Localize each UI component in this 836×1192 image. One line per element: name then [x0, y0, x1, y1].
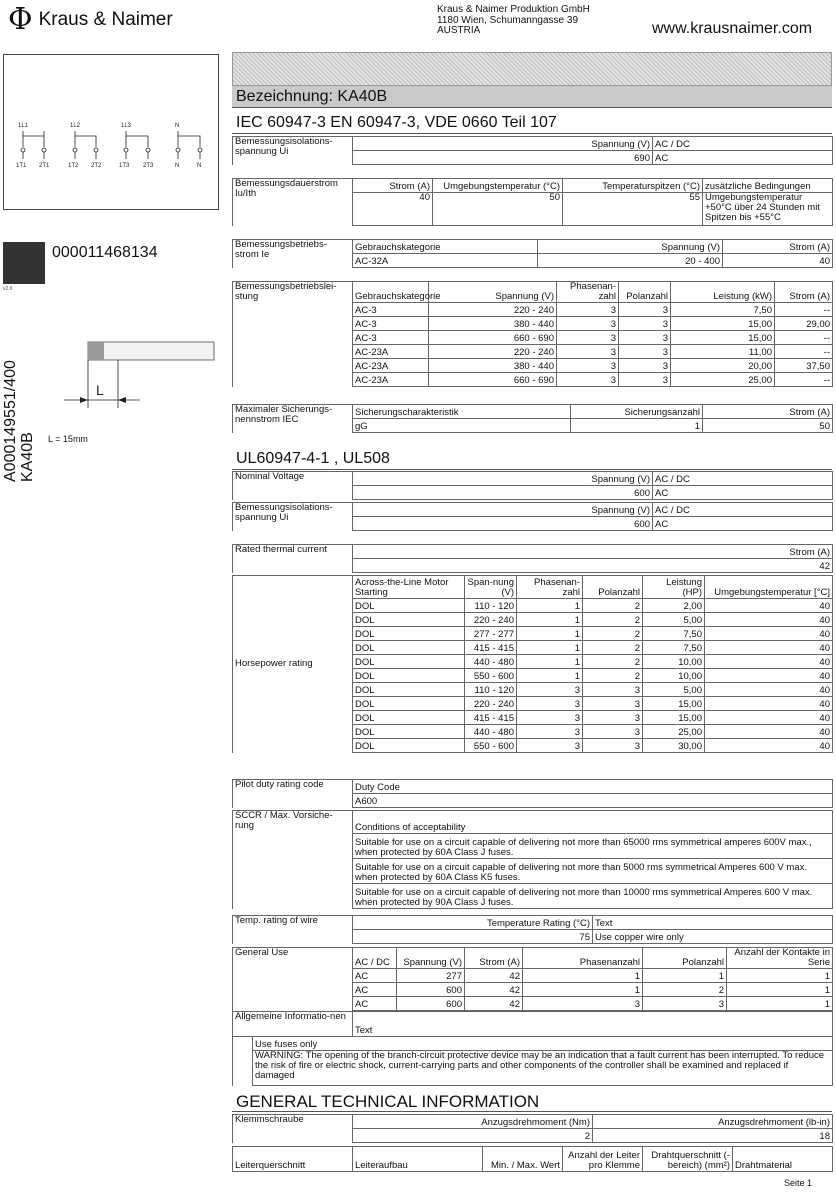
- cell-value: 40: [705, 683, 833, 697]
- cell-value: 1: [727, 997, 833, 1011]
- cell-value: 660 - 690: [429, 373, 557, 387]
- cell-value: 415 - 415: [465, 711, 517, 725]
- cell-value: 2: [583, 655, 643, 669]
- cell-value: DOL: [353, 711, 465, 725]
- column-header: Strom (A): [465, 948, 523, 969]
- wire-temp-table: [232, 915, 833, 944]
- column-header: Anzugsdrehmoment (lb-in): [593, 1115, 833, 1129]
- cell-value: 7,50: [643, 641, 705, 655]
- row-label: Rated thermal current: [233, 545, 353, 573]
- terminal-label: 2T3: [143, 163, 154, 169]
- row-label: Allgemeine Informatio-nen: [233, 1012, 353, 1037]
- website-link[interactable]: www.krausnaimer.com: [652, 20, 813, 37]
- cell-value: 50: [703, 419, 833, 433]
- row-label: Pilot duty rating code: [233, 780, 353, 808]
- column-header: Spannung (V): [538, 240, 723, 254]
- cell-value: 600: [397, 997, 465, 1011]
- cell-value: AC: [653, 517, 833, 531]
- cell-value: 2: [353, 1129, 593, 1143]
- cell-value: --: [775, 331, 833, 345]
- cell-value: 1: [643, 969, 727, 983]
- cell-value: 2: [583, 627, 643, 641]
- ith-table: [232, 178, 833, 226]
- cell-value: 55: [563, 193, 703, 226]
- cell-value: AC: [353, 969, 397, 983]
- cell-value: 3: [619, 373, 671, 387]
- vertical-product-code: [2, 360, 36, 482]
- cell-value: 20 - 400: [538, 254, 723, 268]
- cell-value: DOL: [353, 613, 465, 627]
- row-label: Klemmschraube: [233, 1115, 353, 1143]
- row-label: Temp. rating of wire: [233, 916, 353, 944]
- cell-value: 11,00: [671, 345, 775, 359]
- cell-value: DOL: [353, 627, 465, 641]
- sccr-table: [232, 810, 833, 909]
- clamp-screw-table: [232, 1114, 833, 1143]
- cell-value: 1: [727, 969, 833, 983]
- address-line: AUSTRIA: [437, 25, 481, 36]
- column-header: Across-the-Line Motor Starting: [353, 576, 465, 599]
- cell-value: 3: [619, 317, 671, 331]
- cell-value: DOL: [353, 599, 465, 613]
- cell-value: 20,00: [671, 359, 775, 373]
- cell-value: 15,00: [671, 317, 775, 331]
- standard-iec-title: IEC 60947-3 EN 60947-3, VDE 0660 Teil 107: [232, 112, 832, 134]
- column-header: Leiteraufbau: [353, 1147, 483, 1172]
- cell-value: 1: [517, 641, 583, 655]
- page-number: Seite 1: [784, 1178, 813, 1188]
- column-header: Anzahl der Leiter pro Klemme: [563, 1147, 643, 1172]
- cell-value: 42: [353, 559, 833, 573]
- cell-value: 277: [397, 969, 465, 983]
- cell-value: DOL: [353, 725, 465, 739]
- cell-value: 3: [619, 345, 671, 359]
- column-header: Leistung (kW): [671, 282, 775, 303]
- column-header: Spannung (V): [353, 137, 653, 151]
- cell-value: 40: [705, 655, 833, 669]
- row-label: Bemessungsisolations-spannung Ui: [233, 503, 353, 531]
- cell-value: 3: [557, 345, 619, 359]
- dimension-note: L = 15mm: [48, 434, 88, 444]
- column-header: zusätzliche Bedingungen: [703, 179, 833, 193]
- nominal-voltage-table: [232, 471, 833, 500]
- cell-value: 3: [619, 331, 671, 345]
- cell-value: 550 - 600: [465, 669, 517, 683]
- column-header: Polanzahl: [583, 576, 643, 599]
- cell-value: 18: [593, 1129, 833, 1143]
- cell-value: AC-23A: [353, 373, 429, 387]
- cell-value: 440 - 480: [465, 725, 517, 739]
- cell-value: 2: [583, 641, 643, 655]
- thermal-current-table: [232, 544, 833, 573]
- terminal-label: N: [175, 123, 180, 129]
- cell-value: 40: [705, 711, 833, 725]
- cell-value: --: [775, 303, 833, 317]
- cell-value: DOL: [353, 669, 465, 683]
- cell-value: Umgebungstemperatur +50°C über 24 Stunden mit Spitzen bis +55°C: [703, 193, 833, 226]
- terminal-label: 2T1: [39, 163, 50, 169]
- cell-value: 1: [523, 983, 643, 997]
- cell-value: 600: [353, 517, 653, 531]
- ul-ui-table: [232, 502, 833, 531]
- cell-value: 550 - 600: [465, 739, 517, 753]
- row-label: Nominal Voltage: [233, 472, 353, 500]
- column-header: Umgebungstemperatur [°C]: [705, 576, 833, 599]
- ui-table: [232, 136, 833, 165]
- cell-value: 2: [583, 599, 643, 613]
- column-header: Leistung (HP): [643, 576, 705, 599]
- standard-ul-title: UL60947-4-1 , UL508: [232, 448, 832, 470]
- cell-value: 37,50: [775, 359, 833, 373]
- cell-value: 3: [517, 739, 583, 753]
- cell-value: 220 - 240: [465, 697, 517, 711]
- row-label: Bemessungsdauerstrom Iu/Ith: [233, 179, 353, 226]
- column-header: Drahtmaterial: [733, 1147, 833, 1172]
- terminal-label: 1L3: [121, 123, 132, 129]
- cell-value: 3: [583, 725, 643, 739]
- column-header: Umgebungstemperatur (°C): [433, 179, 563, 193]
- cell-value: DOL: [353, 683, 465, 697]
- product-image: [3, 242, 45, 284]
- column-header: Text: [593, 916, 833, 930]
- cell-value: 42: [465, 969, 523, 983]
- column-header: Min. / Max. Wert: [483, 1147, 563, 1172]
- cell-value: 690: [353, 151, 653, 165]
- cell-value: 1: [517, 655, 583, 669]
- column-header: AC / DC: [653, 472, 833, 486]
- column-header: Phasenan-zahl: [517, 576, 583, 599]
- row-label: SCCR / Max. Vorsiche-rung: [233, 811, 353, 909]
- cell-value: 3: [619, 303, 671, 317]
- cell-value: 1: [517, 627, 583, 641]
- terminal-label: N: [197, 163, 202, 169]
- cell-value: DOL: [353, 739, 465, 753]
- pilot-duty-table: [232, 779, 833, 808]
- power-table: [232, 281, 833, 387]
- column-header: AC / DC: [353, 948, 397, 969]
- address-line: 1180 Wien, Schumanngasse 39: [437, 14, 579, 26]
- cell-value: AC: [653, 486, 833, 500]
- fuse-table: [232, 404, 833, 433]
- cell-value: 42: [465, 997, 523, 1011]
- cell-value: 10,00: [643, 655, 705, 669]
- cell-value: AC-3: [353, 317, 429, 331]
- cell-value: A600: [353, 794, 833, 808]
- cell-value: AC-23A: [353, 345, 429, 359]
- cell-value: 600: [397, 983, 465, 997]
- row-label: Bemessungsbetriebslei-stung: [233, 282, 353, 387]
- cell-value: 15,00: [643, 711, 705, 725]
- cell-value: 440 - 480: [465, 655, 517, 669]
- cell-value: 15,00: [643, 697, 705, 711]
- cell-value: 7,50: [671, 303, 775, 317]
- cell-value: 5,00: [643, 613, 705, 627]
- column-header: Gebrauchskategorie: [353, 282, 429, 303]
- cell-value: DOL: [353, 641, 465, 655]
- cell-value: 1: [517, 599, 583, 613]
- column-header: Leiterquerschnitt: [233, 1147, 353, 1172]
- cell-value: 220 - 240: [429, 303, 557, 317]
- terminal-label: 1L2: [70, 123, 81, 129]
- cell-value: 1: [523, 969, 643, 983]
- cell-value: 7,50: [643, 627, 705, 641]
- terminal-label: 2T2: [91, 163, 102, 169]
- cell-value: Suitable for use on a circuit capable of delivering not more than 65000 rms symmetrical amperes 600V max., when protected by 60A Class J fuses.: [353, 834, 833, 859]
- cell-value: 3: [557, 359, 619, 373]
- cell-value: 3: [583, 697, 643, 711]
- column-header: Anzahl der Kontakte in Serie: [727, 948, 833, 969]
- cell-value: 30,00: [643, 739, 705, 753]
- cell-value: DOL: [353, 697, 465, 711]
- cell-value: 3: [619, 359, 671, 373]
- cell-value: --: [775, 345, 833, 359]
- column-header: Spannung (V): [353, 503, 653, 517]
- column-header: AC / DC: [653, 503, 833, 517]
- company-address: [437, 5, 590, 37]
- cell-value: 3: [517, 683, 583, 697]
- column-header: Strom (A): [703, 405, 833, 419]
- column-header: Strom (A): [353, 545, 833, 559]
- cell-value: 40: [705, 669, 833, 683]
- cell-value: AC-3: [353, 331, 429, 345]
- column-header: Polanzahl: [619, 282, 671, 303]
- address-line: Kraus & Naimer Produktion GmbH: [437, 4, 590, 15]
- column-header: Phasenan-zahl: [557, 282, 619, 303]
- company-logo: [8, 2, 173, 37]
- cell-value: 3: [583, 739, 643, 753]
- cell-value: 110 - 120: [465, 599, 517, 613]
- general-info-table: [232, 1011, 833, 1086]
- general-use-table: [232, 947, 833, 1011]
- cell-value: 40: [705, 739, 833, 753]
- cell-value: AC: [353, 983, 397, 997]
- column-header: Phasenanzahl: [523, 948, 643, 969]
- column-header: Temperature Rating (°C): [353, 916, 593, 930]
- column-header: Polanzahl: [643, 948, 727, 969]
- cell-value: 3: [557, 303, 619, 317]
- cell-value: 220 - 240: [465, 613, 517, 627]
- cell-value: 1: [571, 419, 703, 433]
- shaft-dimension-drawing-icon: [40, 338, 220, 410]
- cell-value: 3: [583, 711, 643, 725]
- column-header: Strom (A): [775, 282, 833, 303]
- cell-value: 10,00: [643, 669, 705, 683]
- designation-title: Bezeichnung: KA40B: [232, 86, 832, 108]
- column-header: Anzugsdrehmoment (Nm): [353, 1115, 593, 1129]
- cell-value: 415 - 415: [465, 641, 517, 655]
- column-header: Duty Code: [353, 780, 833, 794]
- cell-value: 3: [557, 331, 619, 345]
- column-header: Text: [353, 1012, 833, 1037]
- row-label: Maximaler Sicherungs-nennstrom IEC: [233, 405, 353, 433]
- cell-value: 25,00: [643, 725, 705, 739]
- cell-value: 40: [705, 697, 833, 711]
- row-label: Bemessungsbetriebs-strom Ie: [233, 240, 353, 268]
- cell-value: 40: [723, 254, 833, 268]
- cell-value: AC-3: [353, 303, 429, 317]
- vertical-type-code: KA40B: [19, 432, 36, 482]
- column-header: AC / DC: [653, 137, 833, 151]
- cell-value: Use copper wire only: [593, 930, 833, 944]
- cell-value: 5,00: [643, 683, 705, 697]
- cell-value: 110 - 120: [465, 683, 517, 697]
- dimension-label: L: [96, 382, 104, 398]
- ie-table: [232, 239, 833, 268]
- row-label: General Use: [233, 948, 353, 1011]
- cell-value: gG: [353, 419, 571, 433]
- cell-value: 2: [583, 613, 643, 627]
- terminal-label: 1T3: [119, 163, 130, 169]
- cell-value: 40: [353, 193, 433, 226]
- cell-value: 3: [517, 697, 583, 711]
- cell-value: 29,00: [775, 317, 833, 331]
- cell-value: 3: [523, 997, 643, 1011]
- cell-value: AC-23A: [353, 359, 429, 373]
- terminal-label: 1L1: [18, 123, 29, 129]
- cell-value: 3: [517, 725, 583, 739]
- cell-value: 1: [727, 983, 833, 997]
- cell-value: --: [775, 373, 833, 387]
- column-header: Span-nung (V): [465, 576, 517, 599]
- header-hatch-band: [232, 52, 832, 86]
- horsepower-table: [232, 575, 833, 753]
- cell-value: Suitable for use on a circuit capable of delivering not more than 5000 rms symmetrical Amperes 600 V max. when protected by 60A Class K5 fuses.: [353, 859, 833, 884]
- cell-value: Suitable for use on a circuit capable of delivering not more than 10000 rms symmetrical Amperes 600 V max. when protected by 90A Class J fuses.: [353, 884, 833, 909]
- cell-value: 660 - 690: [429, 331, 557, 345]
- image-version-tag: v2.6: [3, 286, 13, 292]
- cell-value: 3: [557, 373, 619, 387]
- cell-value: 50: [433, 193, 563, 226]
- column-header: Sicherungsanzahl: [571, 405, 703, 419]
- cell-value: 1: [517, 669, 583, 683]
- cell-value: 3: [517, 711, 583, 725]
- vertical-article-code: A000149551/400: [2, 360, 19, 482]
- cell-value: 40: [705, 627, 833, 641]
- cell-value: 380 - 440: [429, 317, 557, 331]
- cell-value: 3: [643, 997, 727, 1011]
- column-header: Strom (A): [353, 179, 433, 193]
- column-header: Gebrauchskategorie: [353, 240, 538, 254]
- cell-value: 600: [353, 486, 653, 500]
- cell-value: Use fuses only: [253, 1037, 833, 1051]
- column-header: Spannung (V): [429, 282, 557, 303]
- terminal-label: 1T1: [16, 163, 27, 169]
- cell-value: 3: [557, 317, 619, 331]
- column-header: Sicherungscharakteristik: [353, 405, 571, 419]
- general-info-title: GENERAL TECHNICAL INFORMATION: [232, 1092, 832, 1112]
- cell-value: 2: [583, 669, 643, 683]
- cell-value: 75: [353, 930, 593, 944]
- wiring-diagram-box: [3, 54, 219, 210]
- column-header: Spannung (V): [397, 948, 465, 969]
- column-header: Spannung (V): [353, 472, 653, 486]
- cell-value: 1: [517, 613, 583, 627]
- terminal-label: N: [175, 163, 180, 169]
- column-header: Conditions of acceptability: [353, 811, 833, 834]
- column-header: Strom (A): [723, 240, 833, 254]
- cell-value: 40: [705, 725, 833, 739]
- column-header: Drahtquerschnitt (-bereich) (mm²): [643, 1147, 733, 1172]
- cell-value: AC-32A: [353, 254, 538, 268]
- cell-value: 220 - 240: [429, 345, 557, 359]
- column-header: Temperaturspitzen (°C): [563, 179, 703, 193]
- cell-value: AC: [653, 151, 833, 165]
- cell-value: AC: [353, 997, 397, 1011]
- logo-phi-icon: Φ: [8, 2, 33, 37]
- cell-value: WARNING: The opening of the branch-circuit protective device may be an indication that a fault current has been interrupted. To reduce the risk of fire or electric shock, current-carrying parts and other components of the controller shall be examined and replaced if damaged: [253, 1051, 833, 1086]
- cell-value: 25,00: [671, 373, 775, 387]
- cell-value: 2: [643, 983, 727, 997]
- cell-value: 42: [465, 983, 523, 997]
- row-label: Horsepower rating: [233, 576, 353, 753]
- cell-value: 277 - 277: [465, 627, 517, 641]
- company-name: Kraus & Naimer: [38, 9, 173, 30]
- row-label: Bemessungsisolations-spannung Ui: [233, 137, 353, 165]
- cell-value: 2,00: [643, 599, 705, 613]
- cell-value: 40: [705, 641, 833, 655]
- article-number: 000011468134: [52, 244, 158, 261]
- conductor-table: [232, 1146, 833, 1172]
- cell-value: 40: [705, 599, 833, 613]
- cell-value: 380 - 440: [429, 359, 557, 373]
- wiring-diagram-icon: [4, 55, 218, 209]
- cell-value: 15,00: [671, 331, 775, 345]
- terminal-label: 1T2: [68, 163, 79, 169]
- cell-value: DOL: [353, 655, 465, 669]
- cell-value: 40: [705, 613, 833, 627]
- cell-value: 3: [583, 683, 643, 697]
